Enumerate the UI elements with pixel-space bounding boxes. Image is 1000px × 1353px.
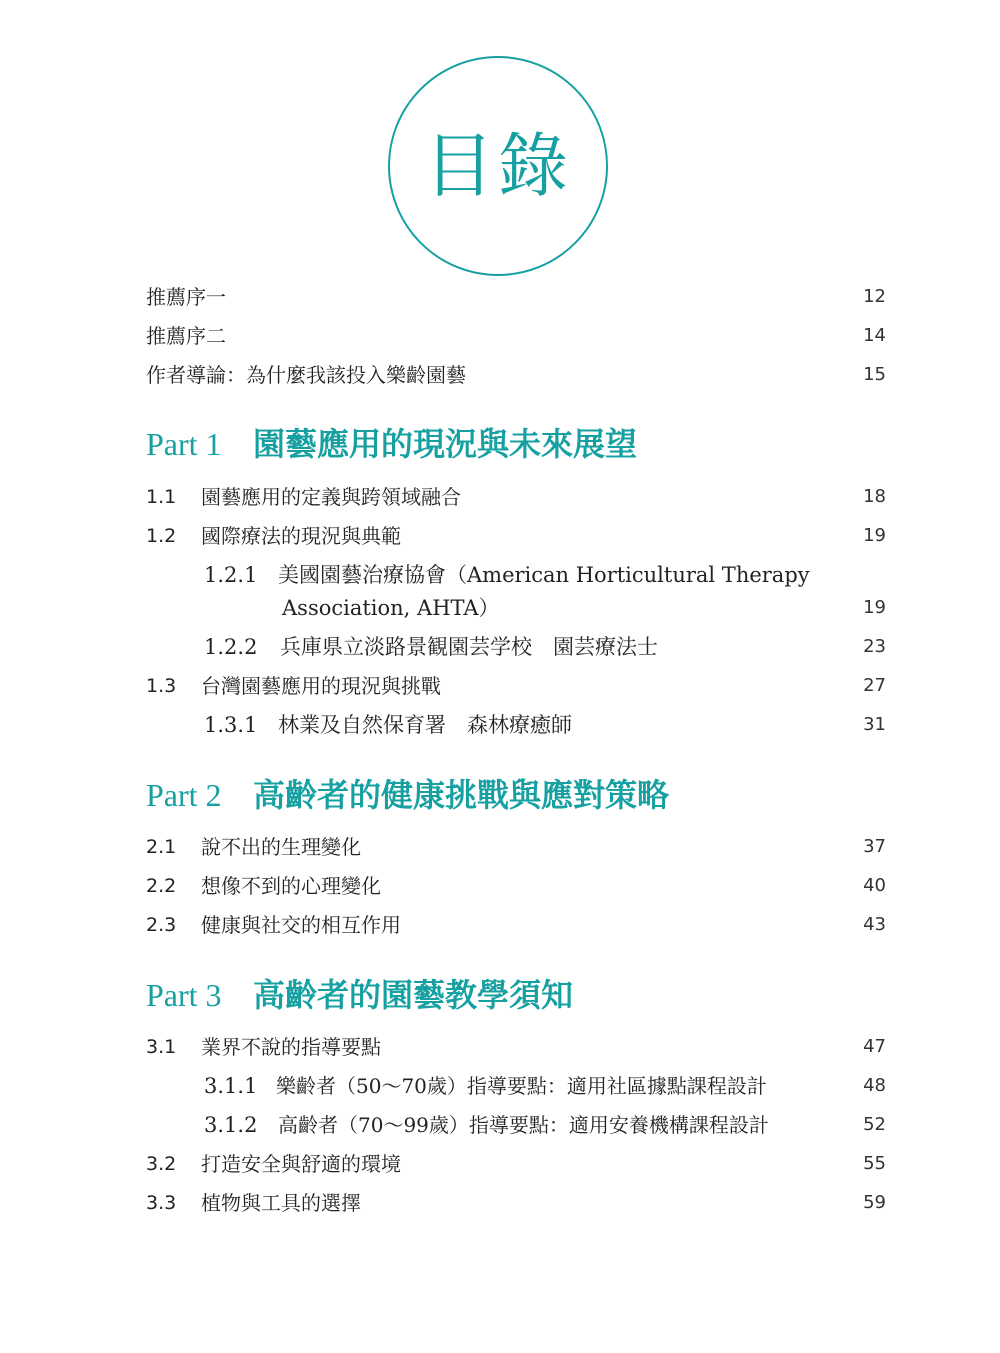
- subsection-number: 1.2.1: [204, 563, 258, 587]
- toc-entry[interactable]: [0, 630, 1000, 664]
- section-number: 3.1: [146, 1036, 177, 1058]
- entry-text: 高齡者（70～99歲）指導要點：適用安養機構課程設計: [278, 1113, 769, 1137]
- entry-text: 國際療法的現況與典範: [201, 524, 401, 548]
- section-number: 1.1: [146, 486, 177, 508]
- part-label: Part 1: [146, 426, 222, 462]
- entry-page: 43: [863, 914, 886, 935]
- section-number: 1.3: [146, 675, 177, 697]
- part-heading[interactable]: [146, 970, 946, 1020]
- entry-page: 23: [863, 636, 886, 657]
- entry-page: 14: [863, 325, 886, 346]
- entry-page: 15: [863, 364, 886, 385]
- subsection-number: 1.2.2: [204, 635, 258, 659]
- entry-text: 園藝應用的定義與跨領域融合: [201, 485, 461, 509]
- toc-entry[interactable]: [0, 830, 1000, 864]
- entry-page: 48: [863, 1075, 886, 1096]
- toc-entry[interactable]: [0, 319, 1000, 353]
- entry-page: 18: [863, 486, 886, 507]
- subsection-number: 3.1.1: [204, 1074, 258, 1098]
- toc-entry[interactable]: [0, 1147, 1000, 1181]
- toc-entry[interactable]: [0, 558, 1000, 592]
- toc-entry[interactable]: [0, 908, 1000, 942]
- entry-text: 美國園藝治療協會（American Horticultural Therapy: [278, 563, 810, 587]
- part-heading[interactable]: [146, 419, 946, 469]
- entry-text: 說不出的生理變化: [201, 835, 361, 859]
- toc-entry[interactable]: [0, 869, 1000, 903]
- toc-entry[interactable]: [0, 1186, 1000, 1220]
- toc-entry[interactable]: [0, 1030, 1000, 1064]
- toc-title: 目錄: [424, 125, 572, 207]
- toc-entry[interactable]: [0, 669, 1000, 703]
- toc-entry[interactable]: [0, 519, 1000, 553]
- section-number: 2.2: [146, 875, 177, 897]
- part-title: 高齡者的健康挑戰與應對策略: [253, 776, 670, 814]
- part-heading[interactable]: [146, 770, 946, 820]
- entry-text: 業界不說的指導要點: [201, 1035, 381, 1059]
- subsection-number: 1.3.1: [204, 713, 258, 737]
- entry-text: 台灣園藝應用的現況與挑戰: [201, 674, 441, 698]
- title-circle: [388, 56, 608, 276]
- part-title: 高齡者的園藝教學須知: [253, 976, 574, 1014]
- section-number: 2.1: [146, 836, 177, 858]
- entry-text: 林業及自然保育署 森林療癒師: [278, 713, 572, 737]
- entry-page: 37: [863, 836, 886, 857]
- entry-text: 兵庫県立淡路景観園芸学校 園芸療法士: [280, 635, 658, 659]
- toc-entry[interactable]: [0, 358, 1000, 392]
- entry-page: 19: [863, 597, 886, 618]
- toc-entry[interactable]: [0, 480, 1000, 514]
- entry-text: 推薦序二: [146, 324, 226, 348]
- section-number: 1.2: [146, 525, 177, 547]
- entry-text: 推薦序一: [146, 285, 226, 309]
- entry-text: 打造安全與舒適的環境: [201, 1152, 401, 1176]
- entry-page: 19: [863, 525, 886, 546]
- part-label: Part 2: [146, 777, 222, 813]
- toc-entry[interactable]: [0, 708, 1000, 742]
- entry-text: 植物與工具的選擇: [201, 1191, 361, 1215]
- entry-page: 47: [863, 1036, 886, 1057]
- entry-page: 52: [863, 1114, 886, 1135]
- entry-page: 55: [863, 1153, 886, 1174]
- part-label: Part 3: [146, 977, 222, 1013]
- entry-page: 27: [863, 675, 886, 696]
- entry-text: 健康與社交的相互作用: [201, 913, 401, 937]
- entry-text: 樂齡者（50～70歲）指導要點：適用社區據點課程設計: [276, 1074, 767, 1098]
- entry-page: 40: [863, 875, 886, 896]
- section-number: 2.3: [146, 914, 177, 936]
- toc-entry[interactable]: [0, 1108, 1000, 1142]
- entry-text: 想像不到的心理變化: [201, 874, 381, 898]
- toc-entry[interactable]: [0, 280, 1000, 314]
- section-number: 3.2: [146, 1153, 177, 1175]
- toc-entry-continued[interactable]: [0, 591, 1000, 625]
- entry-page: 31: [863, 714, 886, 735]
- section-number: 3.3: [146, 1192, 177, 1214]
- entry-page: 12: [863, 286, 886, 307]
- entry-text: 作者導論：為什麼我該投入樂齡園藝: [146, 363, 466, 387]
- toc-entry[interactable]: [0, 1069, 1000, 1103]
- entry-text-continued: Association, AHTA）: [282, 596, 500, 620]
- subsection-number: 3.1.2: [204, 1113, 258, 1137]
- part-title: 園藝應用的現況與未來展望: [253, 425, 638, 463]
- entry-page: 59: [863, 1192, 886, 1213]
